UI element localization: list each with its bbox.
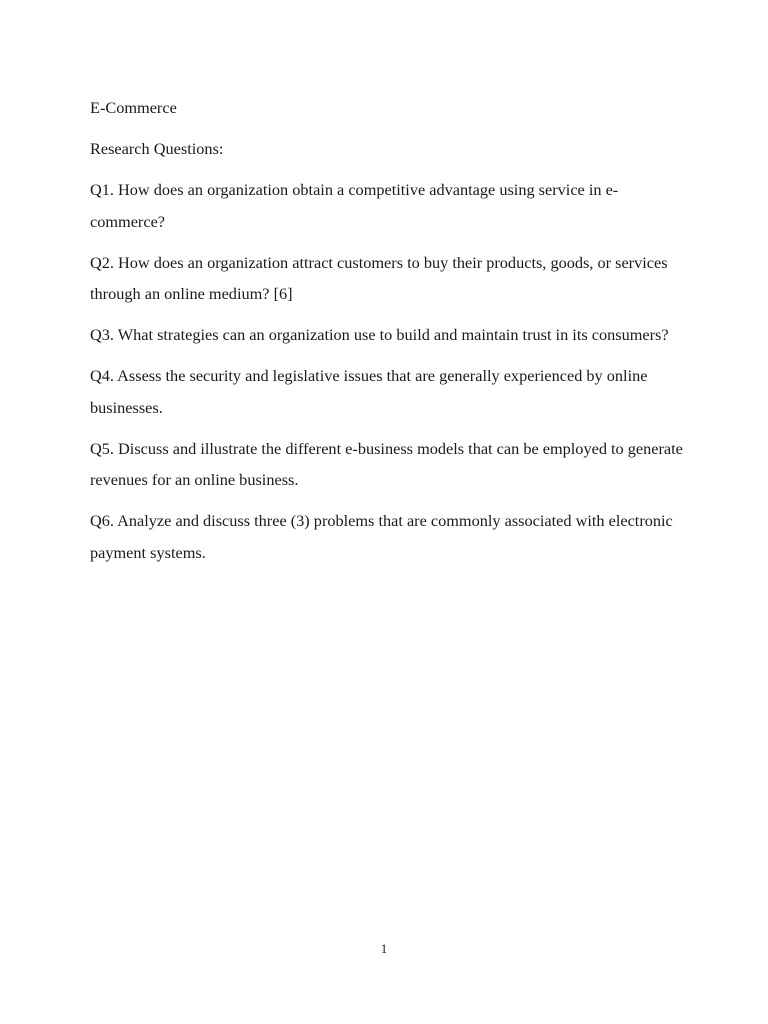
question-5: Q5. Discuss and illustrate the different e-business models that can be employed to generate revenues for an online business.: [90, 438, 683, 489]
question-2: Q2. How does an organization attract customers to buy their products, goods, or services through an online medium? [6]: [90, 252, 668, 303]
question-1: Q1. How does an organization obtain a competitive advantage using service in e-commerce?: [90, 180, 619, 231]
page-number: 1: [380, 941, 388, 956]
section-heading: Research Questions:: [90, 139, 224, 158]
document-title: E-Commerce: [90, 98, 177, 117]
question-3: Q3. What strategies can an organization use to build and maintain trust in its consumers?: [90, 325, 669, 344]
document-body: [90, 92, 685, 578]
question-4: Q4. Assess the security and legislative issues that are generally experienced by online businesses.: [90, 366, 648, 417]
question-6: Q6. Analyze and discuss three (3) problems that are commonly associated with electronic payment systems.: [90, 511, 673, 562]
